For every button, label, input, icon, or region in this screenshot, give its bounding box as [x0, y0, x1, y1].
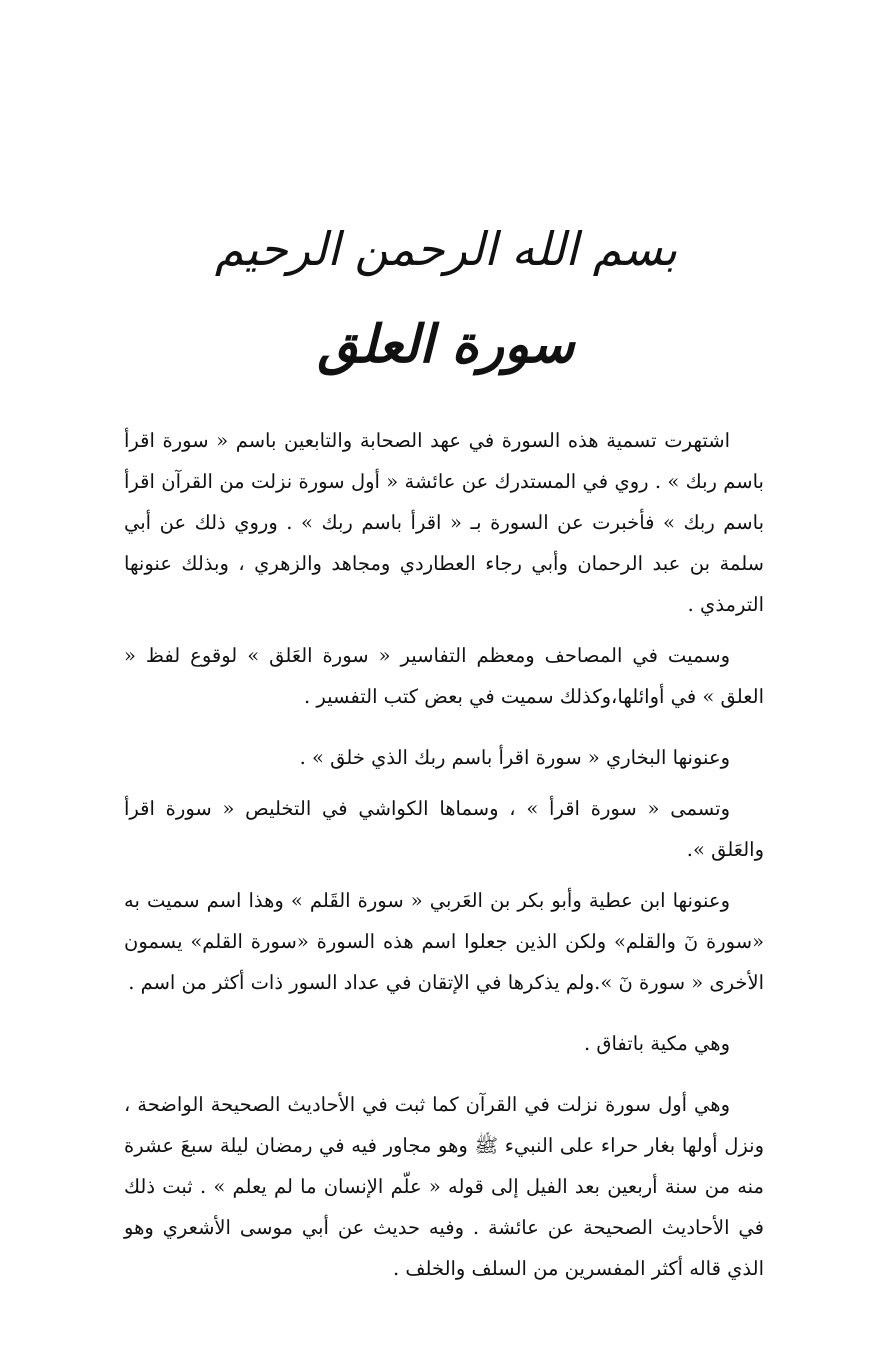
body-text: [124, 420, 764, 1289]
heading-block: [0, 222, 892, 376]
paragraph-kawashi-title: وتسمى « سورة اقرأ » ، وسماها الكواشي في التخليص « سورة اقرأ والعَلق ».: [124, 797, 764, 861]
paragraph-surah-names: اشتهرت تسمية هذه السورة في عهد الصحابة والتابعين باسم « سورة اقرأ باسم ربك » . روي في المستدرك عن عائشة « أول سورة نزلت من القرآن اقرأ باسم ربك » فأخبرت عن السورة بـ « اقرأ باسم ربك » . وروي ذلك عن أبي سلمة بن عبد الرحمان وأبي رجاء العطاردي ومجاهد والزهري ، وبذلك عنونها الترمذي .: [124, 429, 764, 616]
paragraph-makki: وهي مكية باتفاق .: [583, 1032, 730, 1055]
surah-title: سورة العلق: [317, 314, 575, 375]
paragraph-bukhari-title: وعنونها البخاري « سورة اقرأ باسم ربك الذي خلق » .: [299, 746, 730, 769]
paragraph-first-revelation: وهي أول سورة نزلت في القرآن كما ثبت في الأحاديث الصحيحة الواضحة ، ونزل أولها بغار حراء على النبيء ﷺ وهو مجاور فيه في رمضان ليلة سبعَ عشرة منه من سنة أربعين بعد الفيل إلى قوله « علّم الإنسان ما لم يعلم » . ثبت ذلك في الأحاديث الصحيحة عن عائشة . وفيه حديث عن أبي موسى الأشعري وهو الذي قاله أكثر المفسرين من السلف والخلف .: [124, 1093, 764, 1280]
paragraph-mushaf-naming: وسميت في المصاحف ومعظم التفاسير « سورة العَلق » لوقوع لفظ « العلق » في أوائلها،وكذلك سميت في بعض كتب التفسير .: [124, 644, 764, 708]
paragraph-ibn-atiyya-title: وعنونها ابن عطية وأبو بكر بن العَربي « سورة القَلم » وهذا اسم سميت به «سورة نٓ والقلم» ولكن الذين جعلوا اسم هذه السورة «سورة القلم» يسمون الأخرى « سورة نٓ ».ولم يذكرها في الإتقان في عداد السور ذات أكثر من اسم .: [124, 889, 764, 994]
basmala-calligraphy: بسم الله الرحمن الرحيم: [214, 222, 678, 276]
